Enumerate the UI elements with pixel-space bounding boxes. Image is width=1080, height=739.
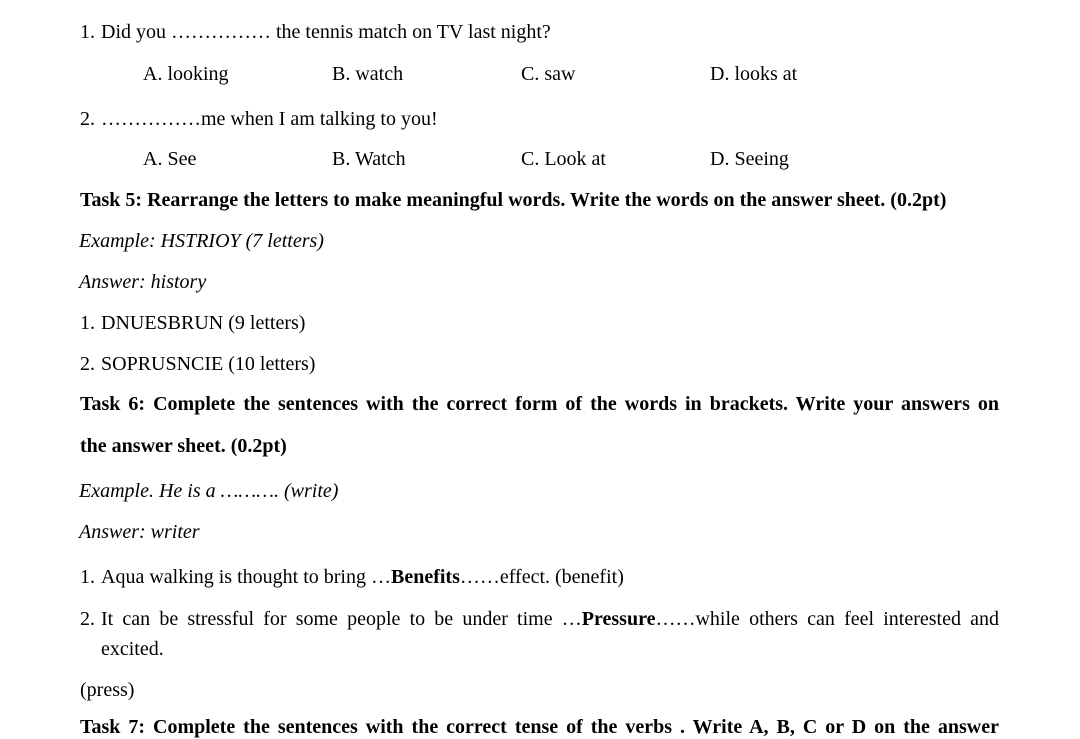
option-d: D. looks at (710, 63, 798, 85)
task-5-heading: Task 5: Rearrange the letters to make meaningful words. Write the words on the answer sheet. (0.2pt) (80, 189, 947, 211)
task-6-answer: Answer: writer (79, 521, 200, 543)
option-d: D. Seeing (710, 148, 789, 170)
item-number: 2. (80, 608, 95, 630)
task-5-example: Example: HSTRIOY (7 letters) (79, 230, 324, 252)
option-b: B. watch (332, 63, 404, 85)
task-7-heading: Task 7: Complete the sentences with the correct tense of the verbs . Write A, B, C or D on the answer (80, 716, 999, 738)
option-a: A. See (143, 148, 197, 170)
item-text-before: Aqua walking is thought to bring … (101, 566, 391, 588)
item-text (101, 607, 999, 631)
filled-answer: Pressure (581, 608, 656, 630)
item-text-after: ……while others can feel interested and (655, 608, 1000, 630)
option-c: C. Look at (521, 148, 606, 170)
question-text: Did you …………… the tennis match on TV last night? (101, 21, 551, 43)
option-c: C. saw (521, 63, 576, 85)
question-text: ……………me when I am talking to you! (101, 108, 438, 130)
item-number: 1. (80, 566, 95, 588)
item-number: 2. (80, 353, 95, 375)
option-b: B. Watch (332, 148, 406, 170)
word-hint: (press) (80, 679, 135, 701)
question-number: 2. (80, 108, 95, 130)
item-text (101, 565, 624, 589)
option-a: A. looking (143, 63, 229, 85)
question-number: 1. (80, 21, 95, 43)
item-number: 1. (80, 312, 95, 334)
item-text-continuation: excited. (101, 638, 164, 660)
task-6-heading-line-1: Task 6: Complete the sentences with the correct form of the words in brackets. Write your answers on (80, 393, 999, 415)
task-5-answer: Answer: history (79, 271, 207, 293)
item-text: SOPRUSNCIE (10 letters) (101, 353, 316, 375)
item-text: DNUESBRUN (9 letters) (101, 312, 306, 334)
item-text-after: ……effect. (benefit) (459, 566, 624, 588)
item-text-before: It can be stressful for some people to be under time … (101, 608, 582, 630)
task-6-heading-line-2: the answer sheet. (0.2pt) (80, 435, 287, 457)
task-6-example: Example. He is a ………. (write) (79, 480, 339, 502)
filled-answer: Benefits (390, 566, 460, 588)
